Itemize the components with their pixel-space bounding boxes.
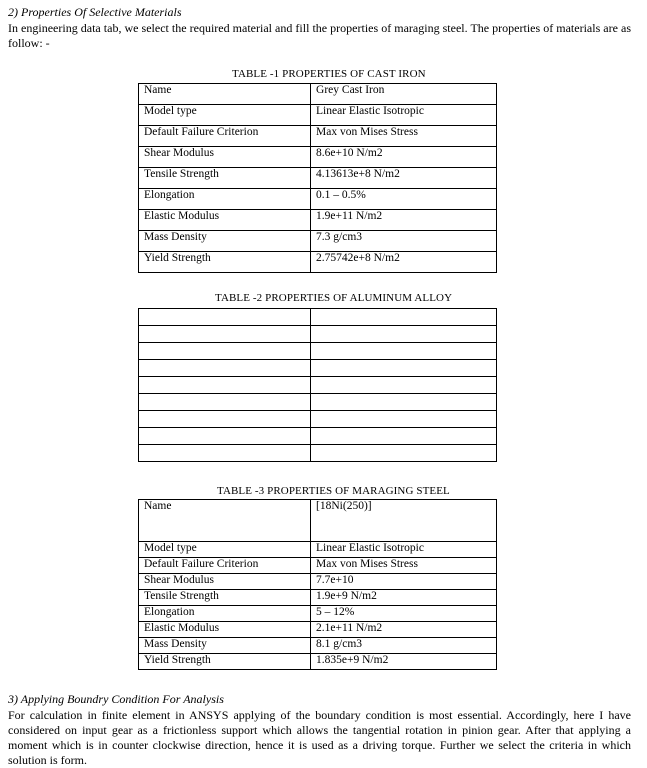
table-row — [139, 105, 497, 126]
property-value-cell — [311, 326, 497, 343]
property-value-cell: 7.3 g/cm3 — [311, 231, 497, 252]
property-value-cell: 4.13613e+8 N/m2 — [311, 168, 497, 189]
table-row — [139, 542, 497, 558]
property-value-cell: Linear Elastic Isotropic — [311, 105, 497, 126]
property-value-cell: Grey Cast Iron — [311, 84, 497, 105]
property-value-cell — [311, 360, 497, 377]
property-value-cell — [311, 411, 497, 428]
property-name-cell — [139, 343, 311, 360]
table-row — [139, 84, 497, 105]
property-value-cell — [311, 343, 497, 360]
property-name-cell: Tensile Strength — [139, 590, 311, 606]
property-name-cell: Elastic Modulus — [139, 622, 311, 638]
table-row — [139, 654, 497, 670]
table-row — [139, 428, 497, 445]
property-name-cell: Shear Modulus — [139, 574, 311, 590]
property-name-cell: Model type — [139, 105, 311, 126]
property-value-cell: 8.1 g/cm3 — [311, 638, 497, 654]
table-row — [139, 147, 497, 168]
property-value-cell: Max von Mises Stress — [311, 558, 497, 574]
table-row — [139, 126, 497, 147]
property-name-cell — [139, 394, 311, 411]
property-name-cell: Elongation — [139, 606, 311, 622]
property-value-cell: 7.7e+10 — [311, 574, 497, 590]
property-name-cell: Yield Strength — [139, 654, 311, 670]
property-value-cell — [311, 445, 497, 462]
property-value-cell: 2.75742e+8 N/m2 — [311, 252, 497, 273]
property-name-cell: Elastic Modulus — [139, 210, 311, 231]
property-value-cell: 1.9e+11 N/m2 — [311, 210, 497, 231]
table-row — [139, 326, 497, 343]
property-value-cell: 5 – 12% — [311, 606, 497, 622]
property-value-cell: Linear Elastic Isotropic — [311, 542, 497, 558]
property-name-cell: Model type — [139, 542, 311, 558]
section-2-heading: 2) Properties Of Selective Materials — [8, 5, 182, 19]
table-row — [139, 411, 497, 428]
table-row — [139, 590, 497, 606]
property-name-cell: Name — [139, 500, 311, 542]
property-value-cell — [311, 394, 497, 411]
property-value-cell: 2.1e+11 N/m2 — [311, 622, 497, 638]
table-row — [139, 574, 497, 590]
table-row — [139, 622, 497, 638]
property-name-cell — [139, 326, 311, 343]
property-name-cell: Mass Density — [139, 231, 311, 252]
table-3-caption: TABLE -3 PROPERTIES OF MARAGING STEEL — [217, 485, 450, 497]
property-name-cell: Default Failure Criterion — [139, 126, 311, 147]
table-aluminum-alloy — [138, 308, 497, 462]
table-row — [139, 210, 497, 231]
table-row — [139, 377, 497, 394]
property-name-cell: Shear Modulus — [139, 147, 311, 168]
section-3-heading: 3) Applying Boundry Condition For Analysis — [8, 692, 224, 706]
property-name-cell: Tensile Strength — [139, 168, 311, 189]
property-value-cell: 1.9e+9 N/m2 — [311, 590, 497, 606]
property-name-cell: Yield Strength — [139, 252, 311, 273]
table-row — [139, 231, 497, 252]
property-value-cell: 0.1 – 0.5% — [311, 189, 497, 210]
property-value-cell: 8.6e+10 N/m2 — [311, 147, 497, 168]
table-row — [139, 309, 497, 326]
property-value-cell — [311, 309, 497, 326]
property-value-cell — [311, 377, 497, 394]
table-2-caption: TABLE -2 PROPERTIES OF ALUMINUM ALLOY — [215, 292, 453, 304]
section-2-paragraph: In engineering data tab, we select the required material and fill the properties of maraging steel. The properties of materials are as follow: - — [8, 21, 631, 50]
table-row — [139, 168, 497, 189]
property-name-cell: Name — [139, 84, 311, 105]
property-value-cell: Max von Mises Stress — [311, 126, 497, 147]
property-name-cell — [139, 377, 311, 394]
property-value-cell: [18Ni(250)] — [311, 500, 497, 542]
table-row — [139, 558, 497, 574]
property-name-cell: Elongation — [139, 189, 311, 210]
section-3-paragraph: For calculation in finite element in ANSYS applying of the boundary condition is most essential. Accordingly, here I have considered on input gear as a frictionless support which allows the tangential rotation in pinion gear. After that applying a moment which is in counter clockwise direction, hence it is used as a driving torque. Further we select the criteria in which solution is form. — [8, 708, 631, 767]
property-name-cell — [139, 428, 311, 445]
table-row — [139, 500, 497, 542]
property-name-cell — [139, 309, 311, 326]
property-name-cell: Default Failure Criterion — [139, 558, 311, 574]
table-cast-iron — [138, 83, 497, 273]
table-maraging-steel — [138, 499, 497, 670]
table-row — [139, 343, 497, 360]
property-name-cell — [139, 360, 311, 377]
table-row — [139, 189, 497, 210]
table-row — [139, 360, 497, 377]
table-row — [139, 445, 497, 462]
property-value-cell: 1.835e+9 N/m2 — [311, 654, 497, 670]
table-row — [139, 638, 497, 654]
table-row — [139, 394, 497, 411]
table-1-caption: TABLE -1 PROPERTIES OF CAST IRON — [232, 68, 426, 80]
property-name-cell — [139, 411, 311, 428]
table-row — [139, 606, 497, 622]
property-name-cell — [139, 445, 311, 462]
property-value-cell — [311, 428, 497, 445]
table-row — [139, 252, 497, 273]
property-name-cell: Mass Density — [139, 638, 311, 654]
